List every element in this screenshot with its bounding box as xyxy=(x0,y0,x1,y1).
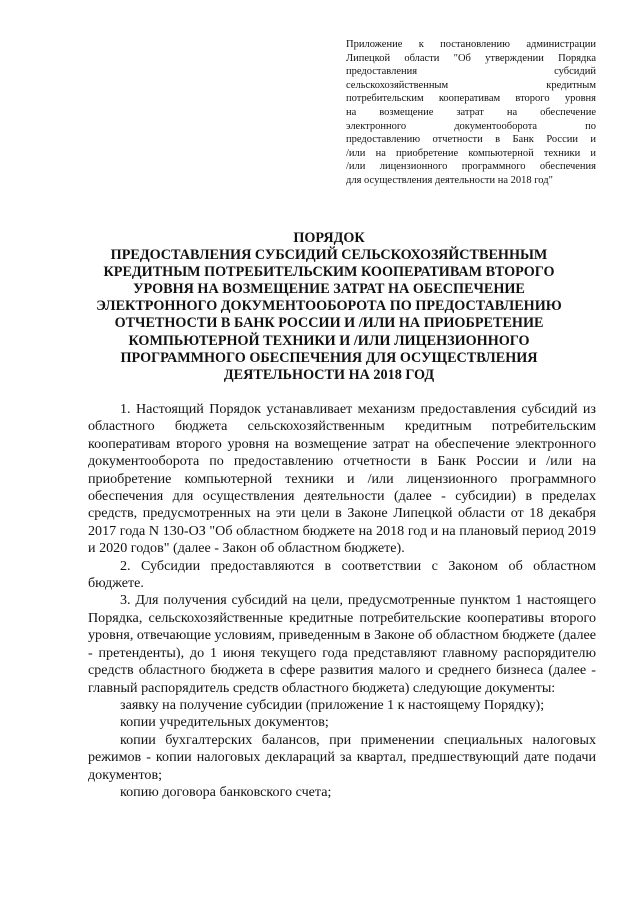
title-line: УРОВНЯ НА ВОЗМЕЩЕНИЕ ЗАТРАТ НА ОБЕСПЕЧЕНИЕ xyxy=(133,281,525,298)
appendix-line: сельскохозяйственным кредитным xyxy=(346,79,596,91)
appendix-line: для осуществления деятельности на 2018 год" xyxy=(346,174,553,186)
document-body xyxy=(88,401,596,801)
paragraph-2: 2. Субсидии предоставляются в соответствии с Законом об областном бюджете. xyxy=(88,557,596,592)
document-list-item: заявку на получение субсидии (приложение 1 к настоящему Порядку); xyxy=(120,696,545,713)
document-list-item: копию договора банковского счета; xyxy=(120,783,332,800)
paragraph-3: 3. Для получения субсидий на цели, предусмотренные пунктом 1 настоящего Порядка, сельскохозяйственные кредитные потребительские кооперативы второго уровня, отвечающие условиям, приведенным в Законе об областном бюджете (далее - претенденты), до 1 июня текущего года представляют главному распорядителю средств областного бюджета в сфере развития малого и среднего бизнеса (далее - главный распорядитель средств областного бюджета) следующие документы: xyxy=(88,592,596,696)
appendix-line: предоставлению отчетности в Банк России и xyxy=(346,134,596,146)
appendix-line: электронного документооборота по xyxy=(346,120,596,132)
title-line: КОМПЬЮТЕРНОЙ ТЕХНИКИ И /ИЛИ ЛИЦЕНЗИОННОГО xyxy=(128,332,530,349)
appendix-line: потребительским кооперативам второго уровня xyxy=(346,93,596,105)
appendix-line: на возмещение затрат на обеспечение xyxy=(346,106,596,118)
document-list-item: копии учредительных документов; xyxy=(120,714,329,731)
appendix-line: Липецкой области "Об утверждении Порядка xyxy=(346,52,596,64)
document-title xyxy=(86,230,572,384)
title-line: ДЕЯТЕЛЬНОСТИ НА 2018 ГОД xyxy=(223,366,435,383)
paragraph-1: 1. Настоящий Порядок устанавливает механизм предоставления субсидий из областного бюджета сельскохозяйственным кредитным потребительским кооперативам второго уровня на возмещение затрат на обеспечение электронного документооборота по предоставлению отчетности в Банк России и /или на приобретение компьютерной техники и /или лицензионного программного обеспечения для осуществления деятельности (далее - субсидии) в пределах средств, предусмотренных на эти цели в Законе Липецкой области от 18 декабря 2017 года N 130-ОЗ "Об областном бюджете на 2018 год и на плановый период 2019 и 2020 годов" (далее - Закон об областном бюджете). xyxy=(88,401,596,557)
appendix-line: /или на приобретение компьютерной техники и xyxy=(346,147,596,159)
appendix-line: предоставления субсидий xyxy=(346,66,596,78)
appendix-line: Приложение к постановлению администрации xyxy=(346,39,596,50)
title-line: ПОРЯДОК xyxy=(293,230,365,246)
title-line: ОТЧЕТНОСТИ В БАНК РОССИИ И /ИЛИ НА ПРИОБРЕТЕНИЕ xyxy=(114,315,544,332)
title-line: КРЕДИТНЫМ ПОТРЕБИТЕЛЬСКИМ КООПЕРАТИВАМ ВТОРОГО xyxy=(103,264,555,281)
document-list-item: копии бухгалтерских балансов, при применении специальных налоговых режимов - копии налоговых деклараций за квартал, предшествующий дате подачи документов; xyxy=(88,731,596,783)
appendix-header xyxy=(346,38,596,188)
title-line: ПРЕДОСТАВЛЕНИЯ СУБСИДИЙ СЕЛЬСКОХОЗЯЙСТВЕННЫМ xyxy=(110,247,548,264)
appendix-line: /или лицензионного программного обеспечения xyxy=(346,161,596,173)
title-line: ПРОГРАММНОГО ОБЕСПЕЧЕНИЯ ДЛЯ ОСУЩЕСТВЛЕНИЯ xyxy=(120,349,538,366)
title-line: ЭЛЕКТРОННОГО ДОКУМЕНТООБОРОТА ПО ПРЕДОСТАВЛЕНИЮ xyxy=(96,298,562,315)
